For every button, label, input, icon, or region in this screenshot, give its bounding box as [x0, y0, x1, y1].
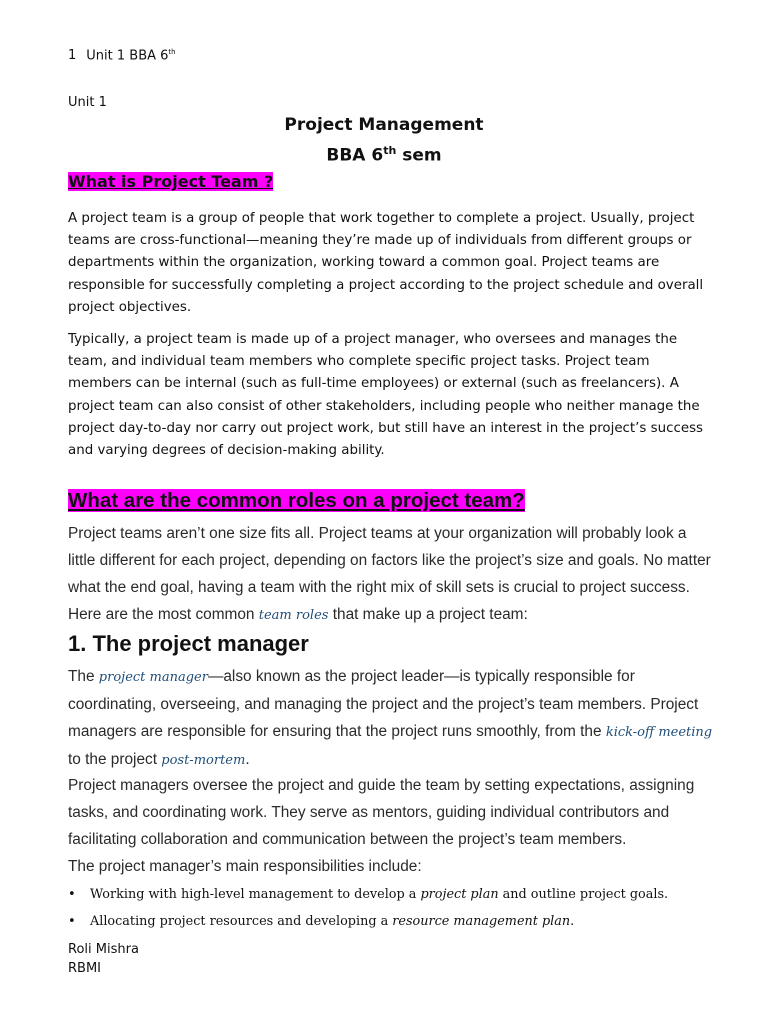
section-heading-project-team	[68, 172, 273, 191]
team-roles-link[interactable]: team roles	[258, 608, 329, 623]
subtitle-course: BBA 6	[326, 145, 384, 166]
intro-text-end: that make up a project team:	[328, 606, 528, 623]
pm-text-mid: —also known as the project leader—is typically responsible for coordinating, overseeing, and managing the project and the project’s team members. Project managers are responsible for ensuring that the project runs smoothly, from the	[68, 668, 699, 740]
document-subtitle	[0, 144, 768, 166]
paragraph-pm-overview	[68, 663, 718, 774]
pm-text: The	[68, 668, 99, 685]
paragraph-pm-responsibilities-intro: The project manager’s main responsibilities include:	[68, 858, 422, 875]
heading-highlight: What is Project Team ?	[68, 172, 274, 191]
subtitle-semester: sem	[396, 145, 442, 166]
intro-text: Project teams aren’t one size fits all. Project teams at your organization will probably look a little different for each project, depending on factors like the project’s size and goals. No matter what the end goal, having a team with the right mix of skill sets is crucial to project success. Here are the most common	[68, 525, 711, 623]
pm-text-end: .	[245, 751, 250, 768]
post-mortem-link[interactable]: post-mortem	[161, 753, 246, 768]
responsibilities-list	[68, 881, 718, 935]
header-text: Unit 1 BBA 6	[86, 48, 169, 64]
kick-off-meeting-link[interactable]: kick-off meeting	[605, 725, 713, 740]
paragraph-roles-intro	[68, 520, 718, 629]
page-number: 1	[68, 48, 77, 64]
list-item: • Allocating project resources and developing a resource management plan.	[68, 908, 718, 935]
paragraph-pm-duties: Project managers oversee the project and guide the team by setting expectations, assigning tasks, and coordinating work. They serve as mentors, guiding individual contributors and facilitating collaboration and communication between the project’s team members.	[68, 777, 695, 848]
pm-text-mid2: to the project	[68, 751, 162, 768]
heading-highlight: What are the common roles on a project team?	[68, 489, 525, 512]
paragraph-definition: A project team is a group of people that work together to complete a project. Usually, project teams are cross-functional—meaning they’re made up of individuals from different groups or departments within the organization, working toward a common goal. Project teams are responsible for successfully completing a project according to the project schedule and overall project objectives.	[68, 211, 704, 315]
page-header	[68, 48, 176, 63]
unit-label: Unit 1	[68, 95, 107, 110]
project-manager-link[interactable]: project manager	[98, 670, 208, 685]
paragraph-team-composition: Typically, a project team is made up of a project manager, who oversees and manages the team, and individual team members who complete specific project tasks. Project team members can be internal (such as full-time employees) or external (such as freelancers). A project team can also consist of other stakeholders, including people who neither manage the project day-to-day nor carry out project work, but still have an interest in the project’s success and varying degrees of decision-making ability.	[68, 332, 704, 459]
list-item: • Working with high-level management to develop a project plan and outline project goals.	[68, 881, 718, 908]
section-heading-common-roles	[68, 487, 525, 515]
institution-name: RBMI	[68, 961, 102, 976]
subtitle-superscript: th	[383, 144, 397, 157]
project-plan-term: project plan	[420, 887, 499, 902]
section-heading-project-manager: 1. The project manager	[68, 631, 309, 656]
resource-plan-term: resource management plan	[392, 914, 571, 929]
page-footer	[68, 940, 139, 978]
document-title: Project Management	[284, 115, 484, 135]
header-superscript: th	[168, 48, 176, 56]
author-name: Roli Mishra	[68, 942, 139, 957]
